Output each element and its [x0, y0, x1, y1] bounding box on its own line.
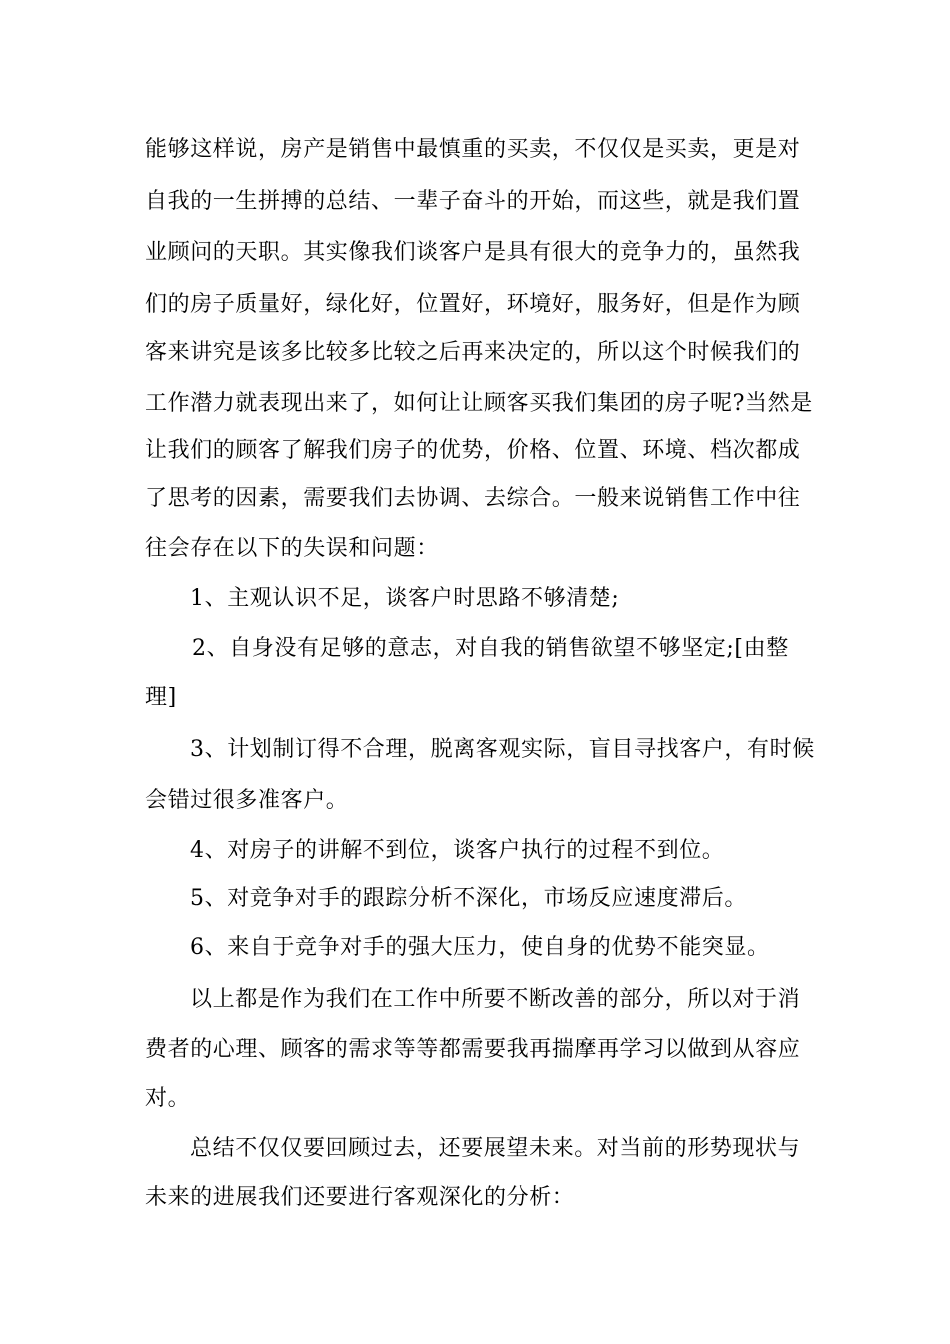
paragraph-line: 总结不仅仅要回顾过去，还要展望未来。对当前的形势现状与	[190, 1136, 801, 1161]
paragraph-line: 了思考的因素，需要我们去协调、去综合。一般来说销售工作中往	[145, 486, 801, 511]
list-item: 3、计划制订得不合理，脱离客观实际，盲目寻找客户，有时候	[190, 737, 815, 762]
list-item: 2、自身没有足够的意志，对自我的销售欲望不够坚定;[由整	[192, 636, 789, 661]
list-item: 4、对房子的讲解不到位，谈客户执行的过程不到位。	[190, 838, 725, 863]
paragraph-line: 对。	[145, 1086, 191, 1111]
paragraph-line: 自我的一生拼搏的总结、一辈子奋斗的开始，而这些，就是我们置	[145, 189, 801, 214]
paragraph-line: 往会存在以下的失误和问题：	[145, 536, 439, 561]
list-item: 6、来自于竞争对手的强大压力，使自身的优势不能突显。	[190, 935, 770, 960]
list-item-continuation: 理]	[145, 685, 177, 710]
paragraph-line: 让我们的顾客了解我们房子的优势，价格、位置、环境、档次都成	[145, 438, 801, 463]
list-item: 1、主观认识不足，谈客户时思路不够清楚;	[190, 586, 620, 611]
paragraph-line: 以上都是作为我们在工作中所要不断改善的部分，所以对于消	[190, 987, 801, 1012]
paragraph-line: 客来讲究是该多比较多比较之后再来决定的，所以这个时候我们的	[145, 340, 801, 365]
paragraph-line: 工作潜力就表现出来了，如何让让顾客买我们集团的房子呢?当然是	[145, 391, 813, 416]
paragraph-line: 费者的心理、顾客的需求等等都需要我再揣摩再学习以做到从容应	[145, 1037, 801, 1062]
list-item: 5、对竞争对手的跟踪分析不深化，市场反应速度滞后。	[190, 886, 747, 911]
paragraph-line: 业顾问的天职。其实像我们谈客户是具有很大的竞争力的，虽然我	[145, 240, 801, 265]
paragraph-line: 能够这样说，房产是销售中最慎重的买卖，不仅仅是买卖，更是对	[145, 137, 801, 162]
list-item-continuation: 会错过很多准客户。	[145, 788, 349, 813]
paragraph-line: 们的房子质量好，绿化好，位置好，环境好，服务好，但是作为顾	[145, 292, 801, 317]
paragraph-line: 未来的进展我们还要进行客观深化的分析：	[145, 1185, 575, 1210]
